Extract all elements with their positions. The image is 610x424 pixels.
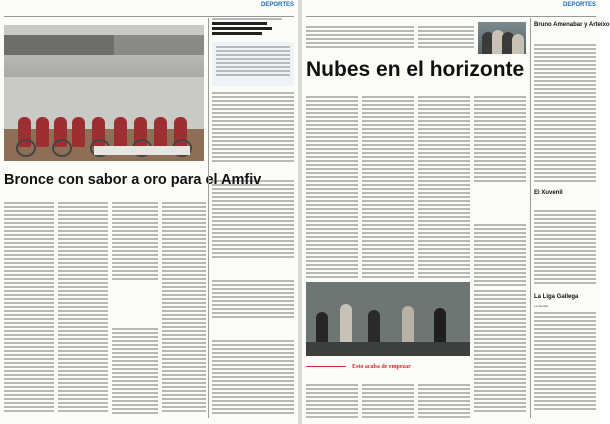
left-column-rule bbox=[208, 18, 209, 418]
wheelchair-shape bbox=[52, 139, 72, 157]
sidebar-headline-1: Bruno Amenabar y Arteixo bbox=[534, 22, 610, 28]
player-figure bbox=[114, 117, 127, 147]
press-conference-photo bbox=[306, 282, 470, 356]
sidebar-photo-name: La Muralla bbox=[534, 304, 549, 308]
right-pull-quote-2: Esto acaba de empezar bbox=[352, 364, 411, 370]
right-article-col-1 bbox=[306, 96, 358, 280]
right-article-col-4-bottom bbox=[474, 290, 526, 414]
right-article-col-4-lower bbox=[474, 224, 526, 288]
left-side-column-body bbox=[212, 92, 294, 164]
sidebar-body-2 bbox=[534, 210, 596, 286]
left-side-column-body-3 bbox=[212, 280, 294, 320]
left-main-headline: Bronce con sabor a oro para el Amfiv bbox=[4, 172, 262, 188]
sidebar-body-1 bbox=[534, 44, 596, 184]
right-bottom-col-1 bbox=[306, 384, 358, 420]
right-intro-text bbox=[306, 26, 414, 50]
left-article-col-2 bbox=[58, 202, 108, 414]
right-bottom-col-2 bbox=[362, 384, 414, 420]
sidebar-headline-2: El Xuvenil bbox=[534, 190, 563, 196]
right-article-col-2 bbox=[362, 96, 414, 280]
right-article-col-3 bbox=[418, 96, 470, 280]
left-article-col-4 bbox=[162, 202, 206, 414]
left-page bbox=[0, 0, 298, 424]
left-infobox-top bbox=[212, 42, 294, 86]
right-bottom-col-3 bbox=[418, 384, 470, 420]
right-column-rule bbox=[530, 18, 531, 418]
right-main-headline: Nubes en el horizonte bbox=[306, 58, 525, 81]
left-article-col-1 bbox=[4, 202, 54, 414]
quote-red-rule bbox=[306, 366, 346, 367]
sidebar-headline-3: La Liga Gallega bbox=[534, 294, 579, 300]
player-figure bbox=[72, 117, 85, 147]
left-side-column-body-4 bbox=[212, 340, 294, 416]
photo-stands bbox=[4, 55, 204, 77]
right-page bbox=[302, 0, 610, 424]
sidebar-body-3 bbox=[534, 312, 596, 412]
left-article-col-3 bbox=[112, 202, 158, 282]
left-masthead bbox=[4, 2, 294, 17]
left-side-column-body-2 bbox=[212, 180, 294, 260]
photo-banner-right bbox=[114, 35, 204, 55]
photo-floor-banner bbox=[94, 146, 190, 155]
main-photo-wheelchair-team bbox=[4, 25, 204, 161]
right-article-col-4 bbox=[474, 96, 526, 184]
player-figure bbox=[36, 117, 49, 147]
left-side-column bbox=[212, 18, 294, 37]
team-photo-small bbox=[478, 22, 526, 54]
left-section-label: DEPORTES bbox=[260, 2, 294, 8]
left-article-col-3-lower bbox=[112, 328, 158, 416]
player-figure bbox=[154, 117, 167, 147]
right-intro-text-2 bbox=[418, 26, 474, 50]
right-section-label: DEPORTES bbox=[562, 2, 596, 8]
wheelchair-shape bbox=[16, 139, 36, 157]
right-masthead bbox=[306, 2, 596, 17]
